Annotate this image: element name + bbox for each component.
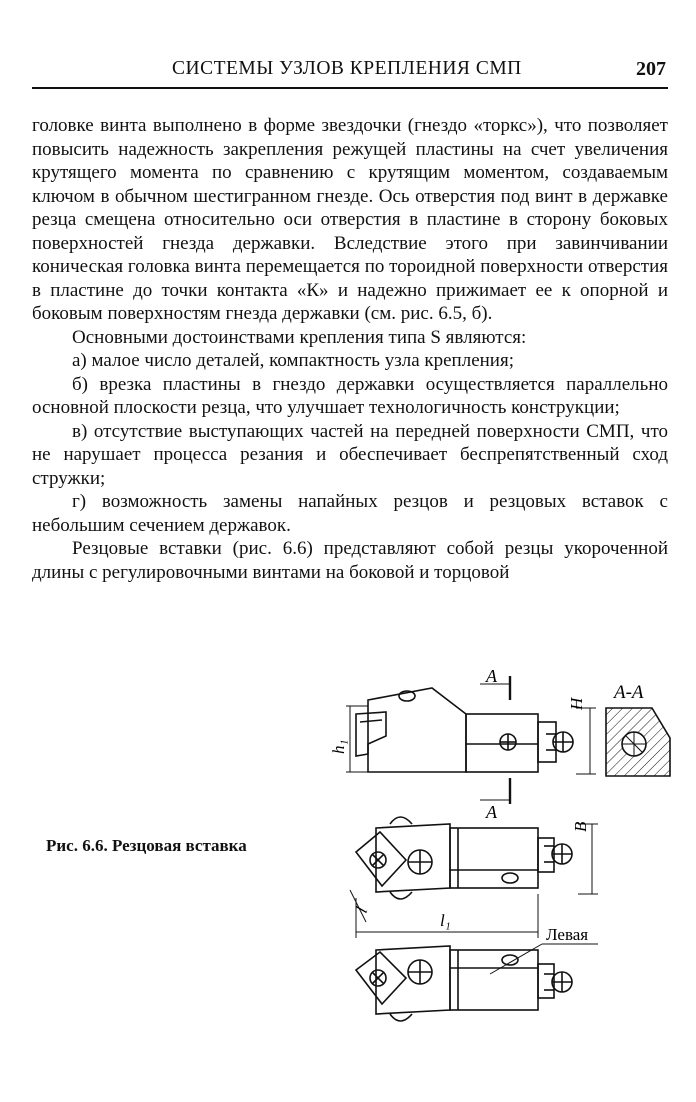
paragraph: Резцовые вставки (рис. 6.6) представляют собой резцы укороченной длины с регулировочными винтами на боковой и торцовой — [32, 538, 668, 583]
dimension-h1-label: h₁ — [329, 739, 348, 754]
body-text — [32, 114, 668, 584]
figure-tool-insert — [320, 664, 682, 1034]
section-mark-top: A — [486, 666, 497, 686]
header-rule — [32, 87, 668, 89]
list-item: в) отсутствие выступающих частей на передней поверхности СМП, что не нарушает процесса резания и обеспечивает беспрепятственный сход стружки; — [32, 420, 668, 489]
dimension-b-label: B — [571, 821, 590, 832]
running-title: СИСТЕМЫ УЗЛОВ КРЕПЛЕНИЯ СМП — [172, 58, 522, 79]
dimension-h-label: H — [567, 697, 586, 710]
section-title: A-A — [614, 682, 644, 703]
section-a-a — [606, 708, 670, 776]
page-number: 207 — [636, 58, 666, 80]
plan-view — [350, 817, 598, 938]
left-variant-view — [356, 944, 598, 1021]
figure-drawing — [320, 664, 682, 1034]
paragraph: Основными достоинствами крепления типа S являются: — [72, 326, 527, 348]
dimension-l-label: l — [351, 904, 372, 916]
list-item: а) малое число деталей, компактность узла крепления; — [72, 350, 514, 371]
left-variant-label: Левая — [546, 925, 589, 944]
list-item: б) врезка пластины в гнездо державки осуществляется параллельно основной плоскости резца, что улучшает технологичность конструкции; — [32, 373, 668, 418]
dimension-l1-label: l₁ — [440, 911, 451, 930]
side-view — [346, 676, 596, 804]
figure-caption: Рис. 6.6. Резцовая вставка — [46, 836, 247, 855]
paragraph: головке винта выполнено в форме звездочки (гнездо «торкс»), что позволяет повысить надежность закрепления режущей пластины на счет увеличения крутящего момента по сравнению с крутящим моментом, создаваемым ключом в обычном шестигранном гнезде. Ось отверстия под винт в державке резца смещена относительно оси отверстия в пластине в сторону боковых поверхностей гнезда державки. Вследствие этого при завинчивании коническая головка винта перемещается по тороидной поверхности отверстия в пластине до точки контакта «К» и надежно прижимает ее к опорной и боковым поверхностям гнезда державки (см. рис. 6.5, б). — [32, 115, 668, 324]
page-header — [32, 56, 668, 86]
section-mark-bottom: A — [486, 802, 497, 822]
list-item: г) возможность замены напайных резцов и резцовых вставок с небольшим сечением державок. — [32, 491, 668, 536]
